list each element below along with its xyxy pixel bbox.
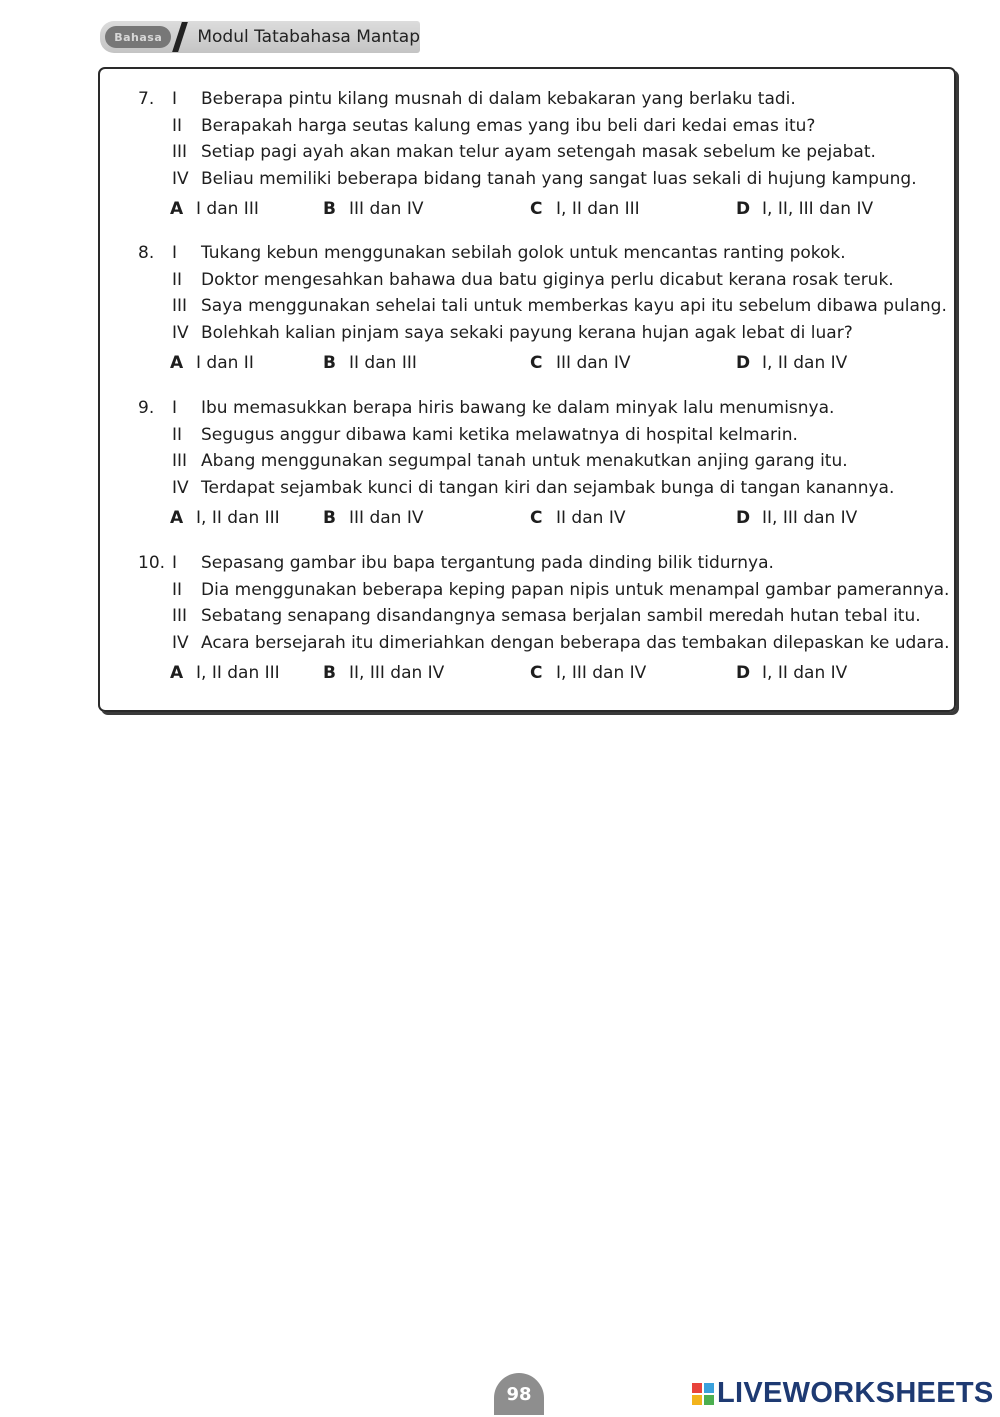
option-text: I, II dan III: [556, 199, 640, 219]
option-text: I dan II: [196, 353, 254, 373]
statement-text: Berapakah harga seutas kalung emas yang ibu beli dari kedai emas itu?: [201, 115, 816, 136]
statement-numeral: IV: [172, 168, 189, 189]
answer-option-c[interactable]: [530, 199, 640, 219]
statement-text: Sepasang gambar ibu bapa tergantung pada dinding bilik tidurnya.: [201, 553, 774, 573]
answer-option-b[interactable]: [323, 508, 423, 528]
option-text: I dan III: [196, 199, 259, 219]
liveworksheets-logo: [692, 1377, 994, 1410]
statement-row: [172, 553, 774, 579]
statement-numeral: II: [172, 269, 183, 290]
option-text: I, II dan III: [196, 663, 280, 683]
option-text: II dan IV: [556, 508, 626, 528]
answer-option-a[interactable]: [170, 199, 259, 219]
header-divider: [173, 22, 189, 52]
option-letter: C: [530, 353, 543, 373]
option-text: II, III dan IV: [762, 508, 858, 528]
option-letter: D: [736, 199, 751, 219]
statement-numeral: I: [172, 553, 178, 573]
statement-row: [172, 142, 876, 168]
statement-numeral: IV: [172, 477, 189, 498]
statement-row: [172, 270, 894, 296]
answer-option-a[interactable]: [170, 508, 280, 528]
logo-grid-icon: [692, 1383, 714, 1405]
option-text: I, II dan III: [196, 508, 280, 528]
option-letter: A: [170, 663, 184, 683]
statement-numeral: II: [172, 579, 183, 600]
statement-text: Tukang kebun menggunakan sebilah golok untuk mencantas ranting pokok.: [201, 243, 846, 263]
answer-option-b[interactable]: [323, 199, 423, 219]
answer-option-c[interactable]: [530, 353, 630, 373]
answer-option-d[interactable]: [736, 199, 873, 219]
answer-option-c[interactable]: [530, 508, 625, 528]
statement-row: [172, 633, 950, 659]
answer-option-d[interactable]: [736, 353, 847, 373]
answer-option-c[interactable]: [530, 663, 646, 683]
statement-text: Doktor mengesahkan bahawa dua batu giginya perlu dicabut kerana rosak teruk.: [201, 269, 894, 290]
option-letter: B: [323, 353, 336, 373]
option-text: III dan IV: [556, 353, 631, 373]
statement-row: [172, 580, 949, 606]
option-text: I, II dan IV: [762, 663, 848, 683]
statement-row: [172, 323, 853, 349]
statement-row: [172, 451, 848, 477]
statement-row: [172, 89, 796, 115]
answer-option-a[interactable]: [170, 353, 254, 373]
statement-text: Segugus anggur dibawa kami ketika melawatnya di hospital kelmarin.: [201, 424, 798, 445]
statement-text: Bolehkah kalian pinjam saya sekaki payung kerana hujan agak lebat di luar?: [201, 322, 853, 343]
statement-row: [172, 478, 894, 504]
statement-text: Setiap pagi ayah akan makan telur ayam setengah masak sebelum ke pejabat.: [201, 142, 876, 162]
option-text: I, III dan IV: [556, 663, 647, 683]
statement-text: Beliau memiliki beberapa bidang tanah yang sangat luas sekali di hujung kampung.: [201, 168, 917, 189]
statement-text: Acara bersejarah itu dimeriahkan dengan beberapa das tembakan dilepaskan ke udara.: [201, 632, 950, 653]
question-number: 8.: [138, 243, 155, 263]
statement-row: [172, 296, 947, 322]
option-letter: B: [323, 199, 336, 219]
option-letter: A: [170, 199, 184, 219]
option-text: I, II dan IV: [762, 353, 848, 373]
statement-row: [172, 243, 846, 269]
answer-option-b[interactable]: [323, 663, 444, 683]
question-number: 9.: [138, 398, 155, 418]
option-letter: A: [170, 508, 184, 528]
statement-numeral: I: [172, 398, 178, 418]
statement-row: [172, 169, 917, 195]
statement-row: [172, 398, 834, 424]
option-text: II dan III: [349, 353, 417, 373]
option-letter: C: [530, 199, 543, 219]
option-text: III dan IV: [349, 508, 424, 528]
statement-text: Ibu memasukkan berapa hiris bawang ke dalam minyak lalu menumisnya.: [201, 398, 835, 418]
question-number: 10.: [138, 553, 166, 573]
answer-option-b[interactable]: [323, 353, 417, 373]
statement-numeral: II: [172, 424, 183, 445]
statement-numeral: III: [172, 606, 188, 626]
option-text: I, II, III dan IV: [762, 199, 874, 219]
statement-text: Abang menggunakan segumpal tanah untuk menakutkan anjing garang itu.: [201, 451, 848, 471]
answer-option-a[interactable]: [170, 663, 280, 683]
statement-numeral: III: [172, 451, 188, 471]
statement-numeral: II: [172, 115, 183, 136]
header-badge: Bahasa: [105, 26, 171, 48]
option-text: III dan IV: [349, 199, 424, 219]
statement-numeral: IV: [172, 632, 189, 653]
question-number: 7.: [138, 89, 155, 109]
option-letter: B: [323, 508, 336, 528]
option-letter: B: [323, 663, 336, 683]
page-number: 98: [494, 1373, 544, 1415]
statement-text: Terdapat sejambak kunci di tangan kiri dan sejambak bunga di tangan kanannya.: [201, 477, 895, 498]
statement-text: Beberapa pintu kilang musnah di dalam kebakaran yang berlaku tadi.: [201, 89, 796, 109]
module-header: [100, 21, 420, 53]
statement-text: Dia menggunakan beberapa keping papan nipis untuk menampal gambar pamerannya.: [201, 579, 950, 600]
statement-numeral: I: [172, 89, 178, 109]
answer-option-d[interactable]: [736, 508, 857, 528]
option-letter: D: [736, 663, 751, 683]
statement-numeral: IV: [172, 322, 189, 343]
statement-row: [172, 425, 798, 451]
statement-row: [172, 116, 815, 142]
option-letter: D: [736, 508, 751, 528]
module-title: Modul Tatabahasa Mantap: [197, 27, 420, 47]
answer-option-d[interactable]: [736, 663, 847, 683]
watermark-text: LIVEWORKSHEETS: [717, 1377, 994, 1409]
statement-text: Sebatang senapang disandangnya semasa berjalan sambil meredah hutan tebal itu.: [201, 606, 921, 626]
statement-numeral: III: [172, 142, 188, 162]
statement-numeral: III: [172, 296, 188, 316]
statement-row: [172, 606, 921, 632]
option-letter: C: [530, 508, 543, 528]
option-letter: A: [170, 353, 184, 373]
statement-numeral: I: [172, 243, 178, 263]
option-letter: D: [736, 353, 751, 373]
option-text: II, III dan IV: [349, 663, 445, 683]
option-letter: C: [530, 663, 543, 683]
statement-text: Saya menggunakan sehelai tali untuk memberkas kayu api itu sebelum dibawa pulang.: [201, 296, 947, 316]
